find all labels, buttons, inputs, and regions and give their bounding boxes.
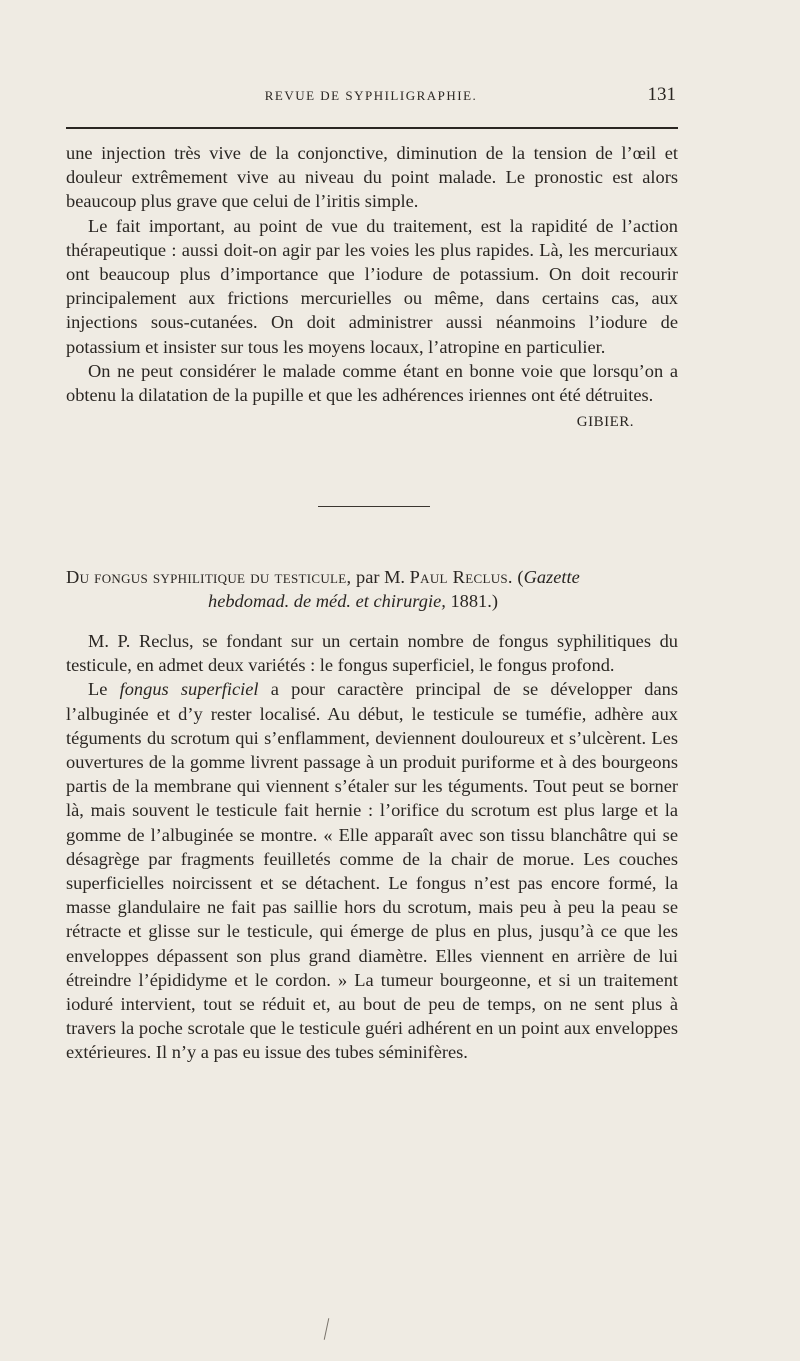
- conclusion-text: On ne peut considérer le malade comme étant en bonne voie que lorsqu’on a obtenu la dilatation de la pupille et que les adhérences iriennes ont été détruites.: [66, 360, 678, 406]
- page-header: [66, 84, 676, 112]
- stray-ink-mark: [324, 1318, 330, 1340]
- title-line-2: [66, 589, 678, 613]
- running-head: REVUE DE SYPHILIGRAPHIE.: [264, 88, 478, 103]
- p2-lead: Le: [88, 679, 120, 700]
- article-body: [66, 629, 678, 1065]
- paragraph-continued: une injection très vive de la conjonctive, diminution de la tension de l’œil et douleur extrêmement vive au niveau du point malade. Le pronostic est alors beaucoup plus grave que celui de l’iritis simple.: [66, 143, 678, 212]
- paragraph-superficial: [66, 677, 678, 1064]
- previous-article-ending: [66, 141, 678, 434]
- title-source-open: (: [512, 567, 524, 587]
- page-number: 131: [647, 84, 676, 105]
- p2-rest: a pour caractère principal de se développer dans l’albuginée et d’y rester localisé. Au début, le testicule se tuméfie, adhère aux téguments du scrotum qui s’enflamment, deviennent douloureux et s’ulcèrent. Les ouvertures de la gomme livrent passage à un produit puriforme et à des bourgeons partis de la membrane qui viennent s’étaler sur les téguments. Tout peut se borner là, mais souvent le testicule fait hernie : l’orifice du scrotum est plus large et la gomme de l’albuginée se montre. « Elle apparaît avec son tissu blanchâtre qui se désagrège par fragments feuilletés comme de la chair de morue. Les couches superficielles noircissent et se détachent. Le fongus n’est pas encore formé, la masse glandulaire ne fait pas saillie hors du scrotum, mais peu à peu la peau se rétracte et glisse sur le testicule, qui émerge de plus en plus, jusqu’à ce que les enveloppes dépassent son plus grand diamètre. Elles viennent en arrière de lui étreindre l’épididyme et le cordon. » La tumeur bourgeonne, et si un traitement ioduré intervient, tout se réduit et, au bout de peu de temps, on ne sent plus à travers la poche scrotale que le testicule guéri adhérent en un point aux enveloppes extérieures. Il n’y a pas eu issue des tubes séminifères.: [66, 679, 678, 1063]
- title-by: par M.: [351, 567, 410, 587]
- paragraph-conclusion: [66, 359, 678, 431]
- section-separator: [318, 506, 430, 507]
- article-title: [66, 565, 678, 613]
- paragraph-intro: M. P. Reclus, se fondant sur un certain nombre de fongus syphilitiques du testicule, en admet deux variétés : le fongus superficiel, le fongus profond.: [66, 631, 678, 676]
- title-subject: Du fongus syphilitique du testicule,: [66, 567, 352, 587]
- term-fongus-superficiel: fongus superficiel: [119, 679, 259, 700]
- title-author: Paul Reclus.: [409, 567, 513, 587]
- paragraph-treatment: Le fait important, au point de vue du traitement, est la rapidité de l’action thérapeutique : aussi doit-on agir par les voies les plus rapides. Là, les mercuriaux ont beaucoup plus d’importance que l’iodure de potassium. On doit recourir principalement aux frictions mercurielles ou même, dans certains cas, aux injections sous-cutanées. On doit administrer aussi néanmoins l’iodure de potassium et insister sur tous les moyens locaux, l’atropine en particulier.: [66, 215, 678, 357]
- title-journal-1: Gazette: [523, 567, 580, 587]
- title-year: 1881.): [445, 591, 498, 611]
- title-journal-2: hebdomad. de méd. et chirurgie,: [208, 591, 446, 611]
- author-signature: GIBIER.: [576, 414, 634, 431]
- header-rule: [66, 127, 678, 129]
